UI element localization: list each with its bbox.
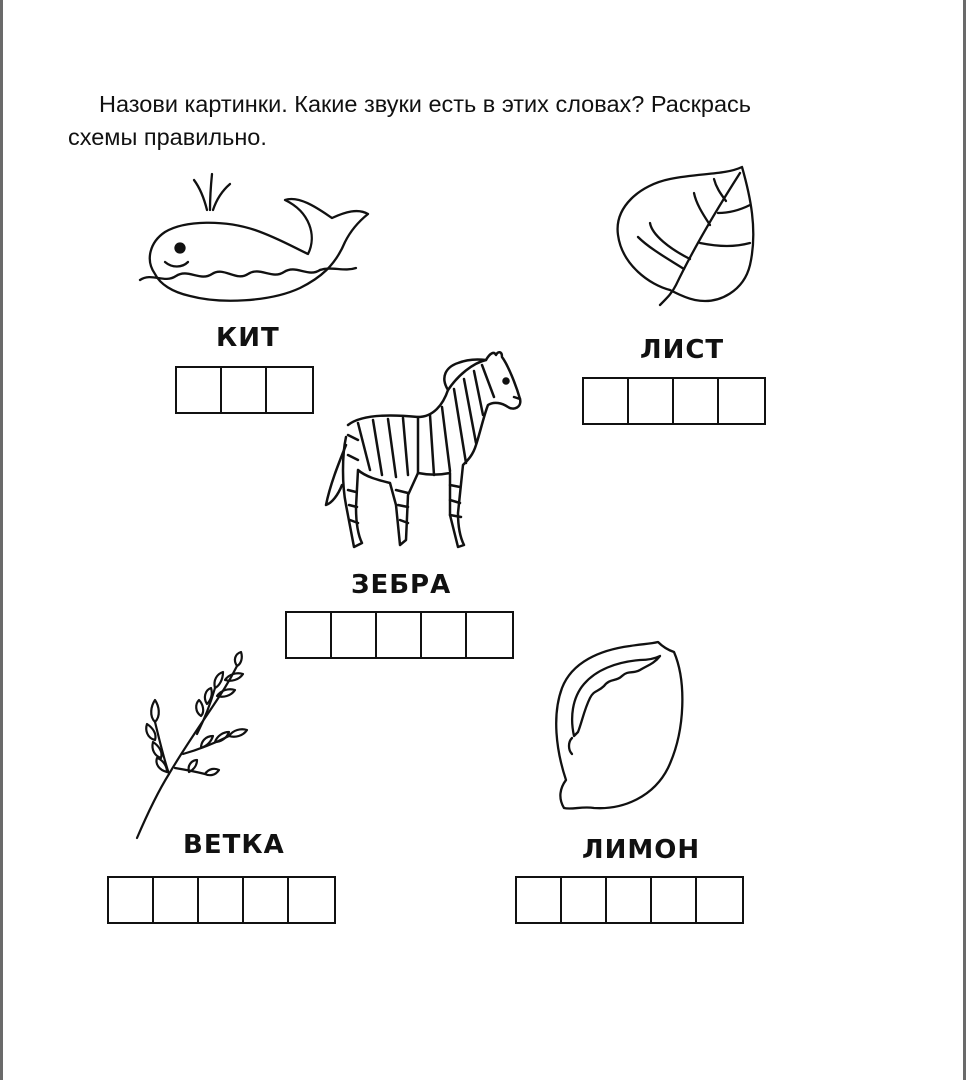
- sound-cell[interactable]: [697, 878, 742, 922]
- sound-cell[interactable]: [199, 878, 244, 922]
- whale-icon: [120, 170, 380, 320]
- sound-scheme-zebra[interactable]: [285, 611, 514, 659]
- sound-cell[interactable]: [267, 368, 312, 412]
- instructions-line-2: схемы правильно.: [68, 124, 267, 150]
- task-instructions: [68, 88, 828, 154]
- sound-cell[interactable]: [377, 613, 422, 657]
- sound-cell[interactable]: [222, 368, 267, 412]
- word-label-zebra: ЗЕБРА: [351, 570, 452, 600]
- leaf-icon: [610, 165, 760, 325]
- sound-cell[interactable]: [467, 613, 512, 657]
- sound-scheme-kit[interactable]: [175, 366, 314, 414]
- sound-cell[interactable]: [289, 878, 334, 922]
- sound-scheme-vetka[interactable]: [107, 876, 336, 924]
- sound-cell[interactable]: [652, 878, 697, 922]
- page-border-left: [0, 0, 3, 1080]
- sound-cell[interactable]: [629, 379, 674, 423]
- sound-cell[interactable]: [109, 878, 154, 922]
- sound-cell[interactable]: [517, 878, 562, 922]
- sound-cell[interactable]: [607, 878, 652, 922]
- word-label-list: ЛИСТ: [640, 335, 725, 365]
- sound-scheme-list[interactable]: [582, 377, 766, 425]
- sound-cell[interactable]: [287, 613, 332, 657]
- sound-cell[interactable]: [154, 878, 199, 922]
- sound-cell[interactable]: [332, 613, 377, 657]
- word-label-kit: КИТ: [216, 323, 280, 353]
- sound-scheme-limon[interactable]: [515, 876, 744, 924]
- branch-icon: [125, 650, 255, 845]
- word-label-limon: ЛИМОН: [582, 835, 701, 865]
- sound-cell[interactable]: [674, 379, 719, 423]
- sound-cell[interactable]: [562, 878, 607, 922]
- sound-cell[interactable]: [584, 379, 629, 423]
- sound-cell[interactable]: [177, 368, 222, 412]
- zebra-icon: [318, 345, 528, 560]
- sound-cell[interactable]: [719, 379, 764, 423]
- word-label-vetka: ВЕТКА: [183, 830, 285, 860]
- lemon-icon: [550, 640, 690, 815]
- instructions-line-1: Назови картинки. Какие звуки есть в этих словах? Раскрась: [99, 91, 752, 117]
- sound-cell[interactable]: [244, 878, 289, 922]
- sound-cell[interactable]: [422, 613, 467, 657]
